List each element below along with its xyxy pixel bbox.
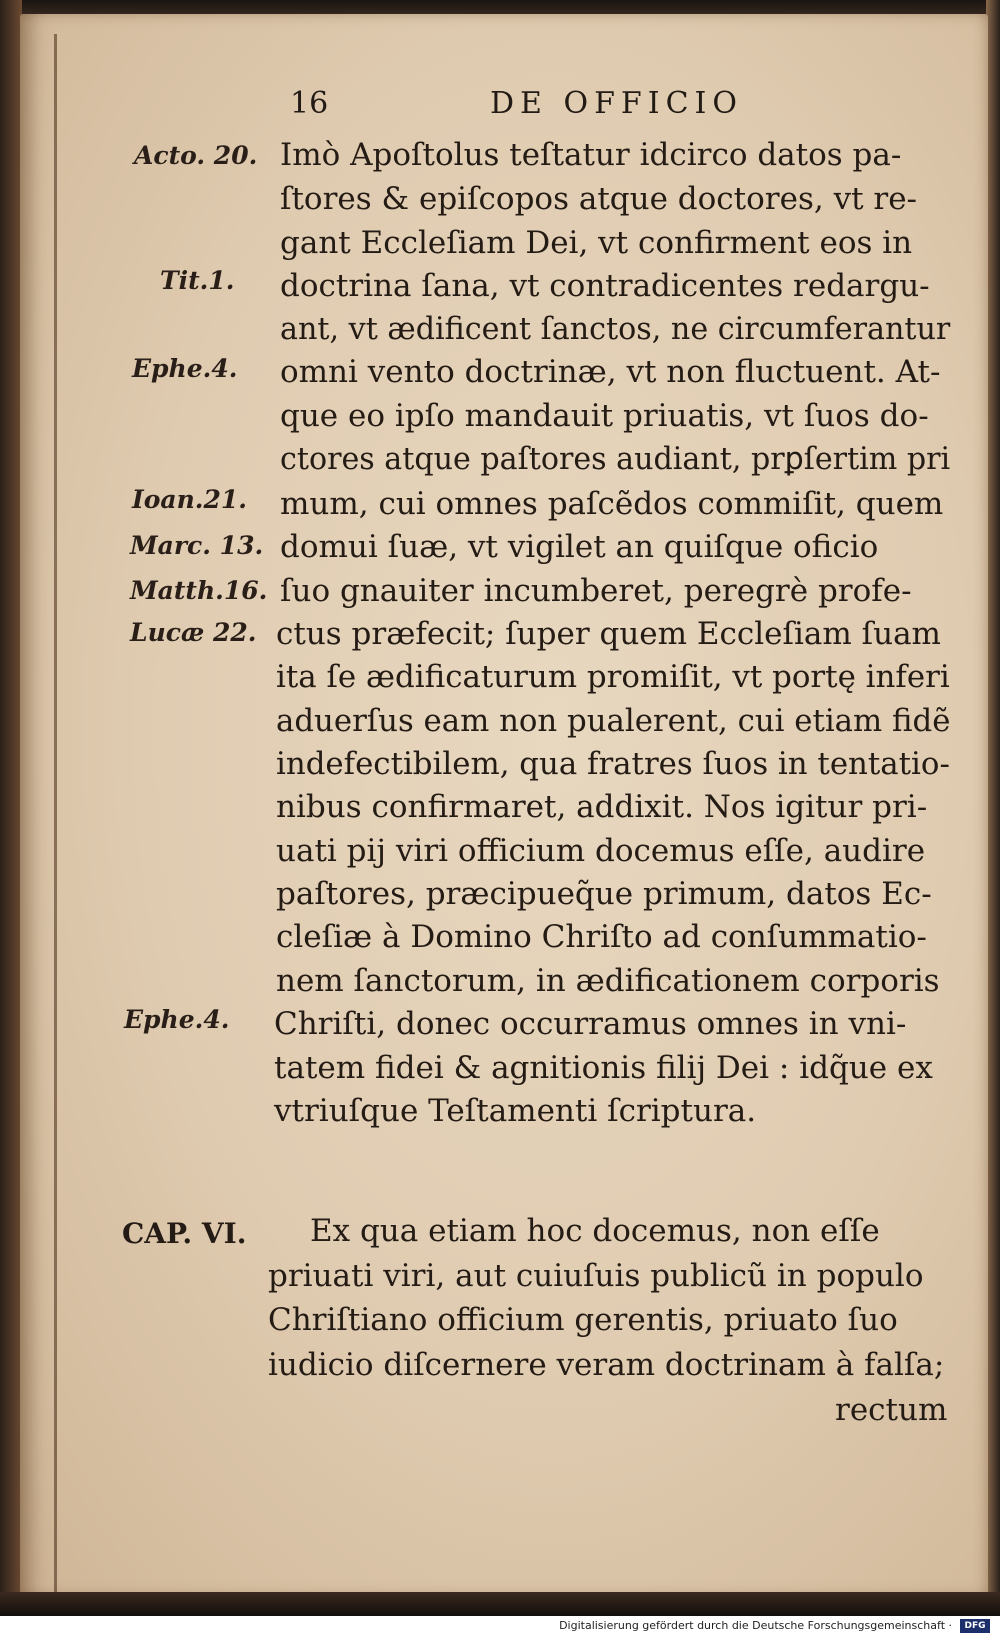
marginal-note: Ioan.21.	[132, 485, 247, 514]
text-line: Chriſti, donec occurramus omnes in vni-	[274, 1006, 907, 1042]
marginal-note: Matth.16.	[130, 576, 268, 605]
text-line: omni vento doctrinæ, vt non fluctuent. At-	[280, 354, 941, 390]
text-line: cleſiæ à Domino Chriſto ad conſummatio-	[276, 919, 927, 955]
chapter-text-line: Ex qua etiam hoc docemus, non eſſe	[310, 1213, 880, 1249]
text-line: indefectibilem, qua fratres ſuos in tentatio-	[276, 746, 950, 782]
chapter-text-line: Chriſtiano officium gerentis, priuato ſuo	[268, 1302, 898, 1338]
text-line: doctrina ſana, vt contradicentes redargu-	[280, 268, 930, 304]
catchword: rectum	[835, 1392, 948, 1428]
text-line: que eo ipſo mandauit priuatis, vt ſuos do-	[280, 398, 929, 434]
text-line: ita ſe ædificaturum promiſit, vt portę inferi	[276, 659, 950, 695]
marginal-note: Ephe.4.	[124, 1005, 230, 1034]
scanner-edge-bottom	[0, 1592, 1000, 1616]
marginal-note: Ephe.4.	[132, 354, 238, 383]
text-line: vtriuſque Teſtamenti ſcriptura.	[274, 1093, 757, 1129]
marginal-note: Marc. 13.	[130, 531, 264, 560]
running-head: DE OFFICIO	[490, 86, 743, 121]
marginal-note: Acto. 20.	[134, 141, 258, 170]
text-line: mum, cui omnes paſcẽdos commiſit, quem	[280, 486, 944, 522]
text-line: tatem fidei & agnitionis filij Dei : idq̃ue ex	[274, 1050, 933, 1086]
footer-credit: Digitalisierung gefördert durch die Deutsche Forschungsgemeinschaft ·	[559, 1619, 952, 1632]
text-line: Imò Apoſtolus teſtatur idcirco datos pa-	[280, 137, 902, 173]
marginal-note: Tit.1.	[160, 266, 235, 295]
chapter-label: CAP. VI.	[122, 1217, 247, 1250]
text-line: domui ſuæ, vt vigilet an quiſque oficio	[280, 529, 879, 565]
text-line: paſtores, præcipueq̃ue primum, datos Ec-	[276, 876, 932, 912]
chapter-text-line: priuati viri, aut cuiuſuis publicũ in populo	[268, 1258, 924, 1294]
text-line: uati pij viri officium docemus eſſe, audire	[276, 833, 926, 869]
text-line: ant, vt ædificent ſanctos, ne circumferantur	[280, 311, 951, 347]
dfg-logo: DFG	[960, 1619, 990, 1633]
text-line: nibus confirmaret, addixit. Nos igitur pri-	[276, 789, 928, 825]
marginal-note: Lucæ 22.	[130, 618, 257, 647]
chapter-text-line: iudicio diſcernere veram doctrinam à falſa;	[268, 1347, 945, 1383]
text-line: nem ſanctorum, in ædificationem corporis	[276, 963, 940, 999]
text-line: ctores atque paſtores audiant, prꝑſertim pri	[280, 441, 951, 477]
gutter-shadow	[54, 34, 57, 1594]
scanner-edge-left	[0, 0, 22, 1616]
scanner-edge-right	[986, 0, 1000, 1616]
digitization-footer	[0, 1616, 1000, 1637]
text-line: ctus præfecit; ſuper quem Eccleſiam ſuam	[276, 616, 941, 652]
text-line: ſtores & epiſcopos atque doctores, vt re-	[280, 181, 918, 217]
text-line: gant Eccleſiam Dei, vt confirment eos in	[280, 225, 913, 261]
text-line: ſuo gnauiter incumberet, peregrè profe-	[280, 573, 912, 609]
text-line: aduerſus eam non pualerent, cui etiam fidẽ	[276, 703, 951, 739]
page-number: 16	[290, 86, 329, 121]
